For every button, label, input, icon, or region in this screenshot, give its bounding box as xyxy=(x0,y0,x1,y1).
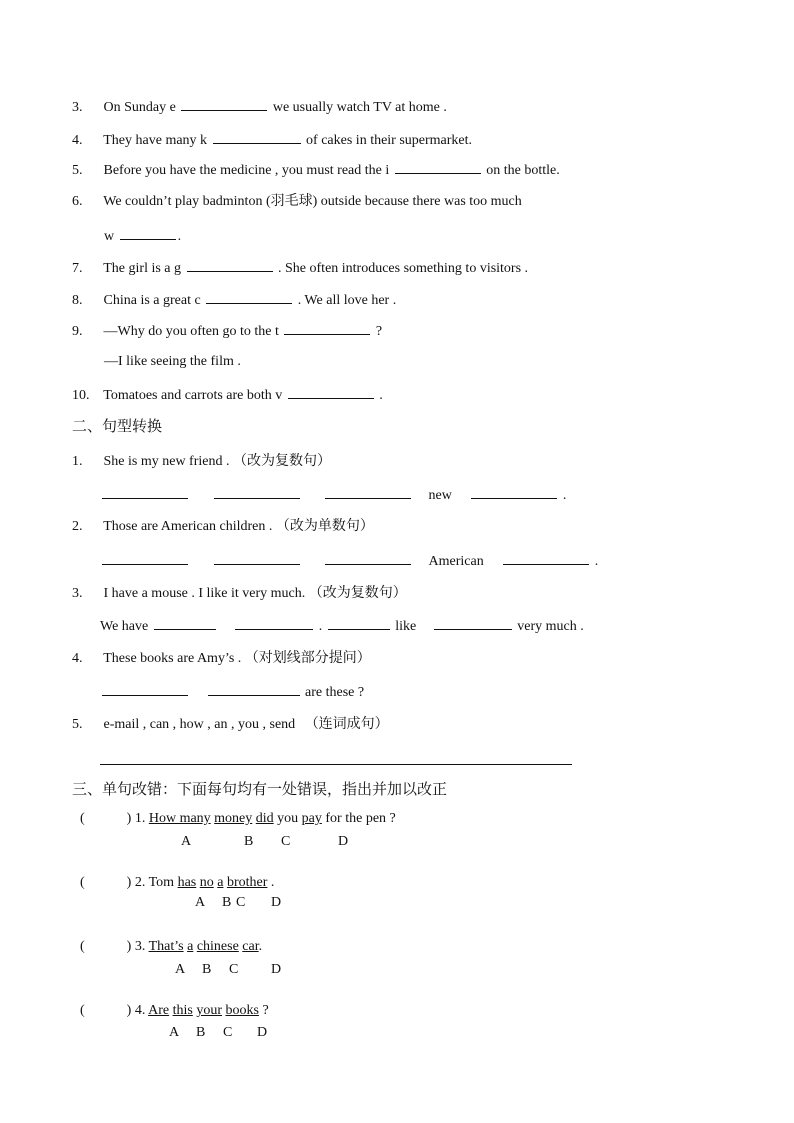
answer-blank[interactable] xyxy=(213,129,301,144)
transform-question-5: 5. e-mail , can , how , an , you , send （连词成句） xyxy=(72,716,389,732)
transform-answer-2: American . xyxy=(100,550,598,570)
error-options-3: A B C D xyxy=(175,962,282,977)
question-7: 7. The girl is a g . She often introduces something to visitors . xyxy=(72,257,528,277)
answer-blank[interactable] xyxy=(395,159,481,174)
transform-question-2: 2. Those are American children . （改为单数句） xyxy=(72,518,374,534)
answer-blank[interactable] xyxy=(434,615,512,630)
answer-paren[interactable]: ( ) xyxy=(80,939,132,954)
answer-blank[interactable] xyxy=(471,484,557,499)
transform-answer-4: are these ? xyxy=(100,681,364,701)
transform-question-3: 3. I have a mouse . I like it very much. （改为复数句） xyxy=(72,585,407,601)
answer-blank[interactable] xyxy=(208,681,300,696)
error-question-1: ( ) 1. How many money did you pay for the pen ? xyxy=(80,811,396,826)
transform-question-4: 4. These books are Amy’s . （对划线部分提问） xyxy=(72,650,371,666)
answer-blank[interactable] xyxy=(503,550,589,565)
transform-answer-3: We have . like very much . xyxy=(100,615,584,635)
answer-blank[interactable] xyxy=(102,681,188,696)
answer-blank[interactable] xyxy=(328,615,390,630)
answer-blank[interactable] xyxy=(154,615,216,630)
answer-blank[interactable] xyxy=(181,96,267,111)
error-options-2: A B C D xyxy=(195,895,282,910)
error-question-2: ( ) 2. Tom has no a brother . xyxy=(80,875,275,890)
answer-blank[interactable] xyxy=(325,484,411,499)
answer-blank[interactable] xyxy=(214,550,300,565)
transform-question-1: 1. She is my new friend . （改为复数句） xyxy=(72,453,331,469)
answer-blank[interactable] xyxy=(102,484,188,499)
question-6-line-2: w . xyxy=(104,225,181,245)
error-options-1: A B C D xyxy=(181,834,349,849)
sentence-answer-line[interactable] xyxy=(100,748,572,765)
answer-blank[interactable] xyxy=(325,550,411,565)
error-question-4: ( ) 4. Are this your books ? xyxy=(80,1003,269,1018)
question-6: 6. We couldn’t play badminton (羽毛球) outside because there was too much xyxy=(72,194,522,209)
answer-blank[interactable] xyxy=(102,550,188,565)
section-heading-2: 二、句型转换 xyxy=(72,417,163,435)
answer-blank[interactable] xyxy=(206,289,292,304)
question-8: 8. China is a great c . We all love her . xyxy=(72,289,396,309)
answer-blank[interactable] xyxy=(214,484,300,499)
question-4: 4. They have many k of cakes in their supermarket. xyxy=(72,129,472,149)
answer-blank[interactable] xyxy=(187,257,273,272)
question-9: 9. —Why do you often go to the t ? xyxy=(72,320,382,340)
answer-blank[interactable] xyxy=(288,384,374,399)
answer-blank[interactable] xyxy=(235,615,313,630)
answer-paren[interactable]: ( ) xyxy=(80,875,132,890)
answer-blank[interactable] xyxy=(284,320,370,335)
section-heading-3: 三、单句改错：下面每句均有一处错误，指出并加以改正 xyxy=(72,780,448,798)
answer-paren[interactable]: ( ) xyxy=(80,1003,132,1018)
question-3: 3. On Sunday e we usually watch TV at home . xyxy=(72,96,447,116)
error-options-4: A B C D xyxy=(169,1025,268,1040)
question-5: 5. Before you have the medicine , you must read the i on the bottle. xyxy=(72,159,560,179)
answer-blank[interactable] xyxy=(120,225,176,240)
question-10: 10. Tomatoes and carrots are both v . xyxy=(72,384,383,404)
question-9-reply: —I like seeing the film . xyxy=(104,354,241,369)
error-question-3: ( ) 3. That’s a chinese car. xyxy=(80,939,263,954)
answer-paren[interactable]: ( ) xyxy=(80,811,132,826)
transform-answer-1: new . xyxy=(100,484,566,504)
